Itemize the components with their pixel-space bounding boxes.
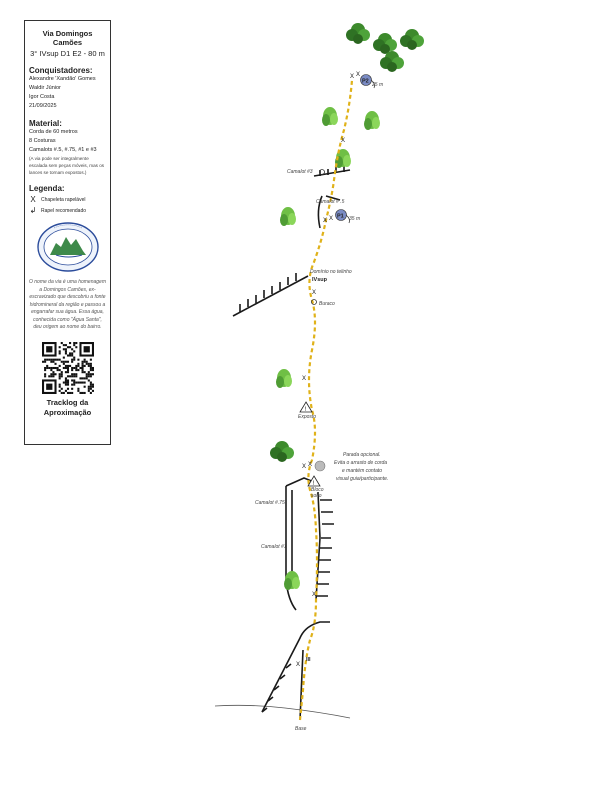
p2-distance: 25 m [372,82,384,88]
label-exposto: Exposto [298,414,317,420]
anchor-p1 [336,210,361,224]
svg-text:!: ! [304,407,307,413]
conqueror-1: Alexandre 'Xandão' Gomes [29,76,96,82]
legend-rappel-label: Rapel recomendado [41,207,87,214]
route-line [300,80,352,720]
label-parada-3: e mantém contato [342,468,383,474]
label-camalot75: Camalot #.75 [255,500,285,506]
label-parada-4: visual guia/participante. [336,476,389,482]
label-bloco: Bloco [311,487,324,493]
label-solto: solto [311,493,322,499]
bolt-icon: X [312,290,317,296]
bolt-icon: X [30,195,36,204]
route-name-note: O nome da via é uma homenagem a Domingos Camões, ex-escravizado que descobriu a fonte hidromineral da região e passou a engarrafar sua água. Essa água, conhecida como "Água Santa", deu origem ao nome do bairro. [29,279,106,330]
legend-bolt-label: Chapeleta rapelável [41,196,86,203]
loose-block-warning-icon [308,476,320,487]
material-heading: Material: [29,119,62,128]
label-ivsup: IVsup [312,277,327,283]
material-rope: Corda de 60 metros [29,129,78,135]
anchor-p2 [361,75,384,89]
bolt-icon: X [302,376,307,382]
route-title: Via Domingos Camões [42,29,93,47]
legend-heading: Legenda: [29,184,65,193]
bolt-icon: X [296,662,301,668]
material-camalots: Camalots #.5, #.75, #1 e #3 [29,147,97,153]
conquest-date: 21/09/2025 [29,103,57,109]
bolt-icon: X [329,216,334,222]
rock-features [233,166,350,720]
label-dominio: Domínio no telinho [310,269,352,275]
anchor-p1-label: P1 [337,213,344,220]
anchor-p2-label: P2 [362,78,369,85]
tracklog-label: Tracklog da Aproximação [43,397,92,417]
label-camalot1: Camalot #1 [261,544,287,550]
rappel-arrow-icon: ↲ [29,206,37,215]
bolt-icon: X [341,138,346,144]
label-camalot3-upper: Camalot #3 [287,169,313,175]
bolt-icon: X [356,72,361,78]
bolt-icon: X [308,462,313,468]
svg-text:!: ! [312,481,315,487]
label-parada-2: Evita o arrasto de corda [334,460,388,466]
conquerors-heading: Conquistadores: [29,66,93,75]
optional-stop-marker [315,461,325,471]
material-quickdraws: 8 Costuras [29,138,56,144]
label-parada-1: Parada opcional. [343,452,381,458]
exposed-warning-icon [300,402,312,413]
label-camalot5: Camalot # .5 [316,199,345,205]
label-grade-iii: III [306,657,311,663]
bolt-icon: X [302,464,307,470]
label-buraco: Buraco [319,301,335,307]
bolt-icon: X [312,592,317,598]
ground-line [215,705,350,718]
bolt-icon: X [323,218,328,224]
vegetation [270,23,424,590]
label-base: Base [295,726,307,732]
conqueror-3: Igor Costa [29,94,55,100]
bolt-icon: X [350,74,355,80]
route-grade: 3° IVsup D1 E2 - 80 m [30,49,105,58]
conqueror-2: Waldir Júnior [29,85,61,91]
p1-distance: 35 m [349,216,361,222]
material-note: (A via pode ser integralmente escalada sem peças móveis, mas os lances se tornam expostos.) [29,156,105,175]
